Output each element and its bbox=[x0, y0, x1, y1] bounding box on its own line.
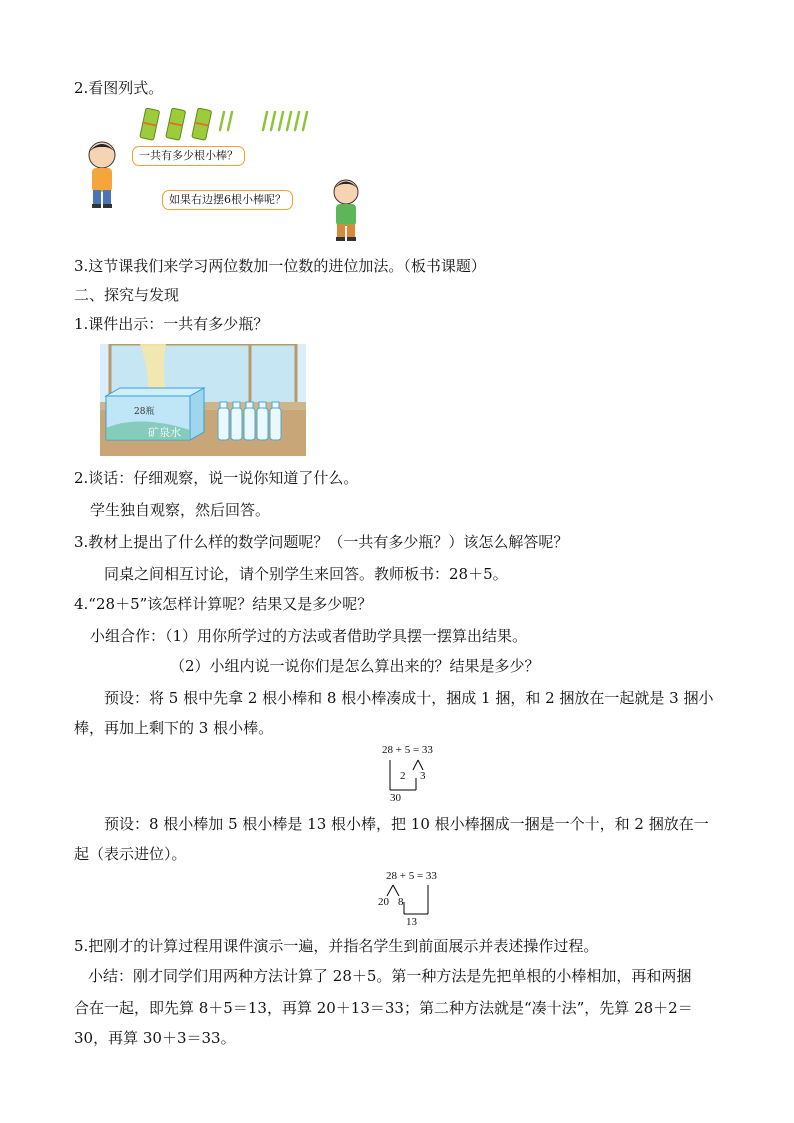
line-4: 1.课件出示：一共有多少瓶？ bbox=[74, 315, 269, 333]
boy-left bbox=[89, 142, 115, 208]
boy-right bbox=[334, 180, 358, 241]
calc-diagram-2 bbox=[376, 868, 466, 934]
calc-diagram-1 bbox=[376, 742, 466, 808]
bottles-figure bbox=[100, 344, 306, 456]
calc2-lines bbox=[376, 868, 466, 934]
line-1: 2.看图列式。 bbox=[74, 79, 164, 97]
line-19: 30，再算 30＋3＝33。 bbox=[74, 1029, 236, 1047]
sticks-figure bbox=[84, 100, 384, 250]
line-16: 5.把刚才的计算过程用课件演示一遍，并指名学生到前面展示并表述操作过程。 bbox=[74, 937, 599, 955]
line-10: 小组合作：（1）用你所学过的方法或者借助学具摆一摆算出结果。 bbox=[90, 627, 528, 645]
calc1-equation: 28 + 5 = 33 bbox=[382, 744, 433, 756]
line-18: 合在一起，即先算 8＋5＝13，再算 20＋13＝33；第二种方法就是“凑十法”，先算 28＋2＝ bbox=[74, 999, 693, 1017]
calc2-sum: 13 bbox=[406, 916, 417, 928]
calc2-split-b: 8 bbox=[398, 896, 404, 908]
line-5: 2.谈话：仔细观察，说一说你知道了什么。 bbox=[74, 469, 359, 487]
line-6: 学生独自观察，然后回答。 bbox=[90, 501, 271, 519]
line-12: 预设：将 5 根中先拿 2 根小棒和 8 根小棒凑成十，捆成 1 捆，和 2 捆放在一起就是 3 捆小 bbox=[104, 689, 714, 707]
line-7: 3.教材上提出了什么样的数学问题呢？（一共有多少瓶？）该怎么解答呢？ bbox=[74, 533, 569, 551]
bottles-illustration bbox=[100, 344, 306, 456]
calc1-sum: 30 bbox=[390, 792, 401, 804]
box-brand: 矿泉水 bbox=[148, 426, 181, 439]
line-15: 起（表示进位）。 bbox=[74, 845, 187, 863]
line-17: 小结：刚才同学们用两种方法计算了 28＋5。第一种方法是先把单根的小棒相加，再和两捆 bbox=[88, 967, 692, 985]
box-label: 28瓶 bbox=[134, 407, 155, 417]
calc2-equation: 28 + 5 = 33 bbox=[386, 870, 437, 882]
calc1-split-a: 2 bbox=[400, 770, 406, 782]
calc2-split-a: 20 bbox=[378, 896, 389, 908]
line-13: 棒，再加上剩下的 3 根小棒。 bbox=[74, 719, 274, 737]
calc1-split-b: 3 bbox=[420, 770, 426, 782]
line-3: 二、探究与发现 bbox=[74, 286, 180, 304]
line-8: 同桌之间相互讨论，请个别学生来回答。教师板书：28＋5。 bbox=[104, 565, 508, 583]
line-11: （2）小组内说一说你们是怎么算出来的？结果是多少？ bbox=[170, 657, 540, 675]
line-2: 3.这节课我们来学习两位数加一位数的进位加法。（板书课题） bbox=[74, 257, 486, 275]
speech-bubble-1: 一共有多少根小棒？ bbox=[132, 146, 245, 166]
sticks-illustration bbox=[84, 100, 384, 250]
line-9: 4.“28＋5”该怎样计算呢？结果又是多少呢？ bbox=[74, 595, 373, 613]
line-14: 预设：8 根小棒加 5 根小棒是 13 根小棒，把 10 根小棒捆成一捆是一个十，和 2 捆放在一 bbox=[104, 815, 709, 833]
speech-bubble-2: 如果右边摆6根小棒呢？ bbox=[162, 190, 293, 210]
